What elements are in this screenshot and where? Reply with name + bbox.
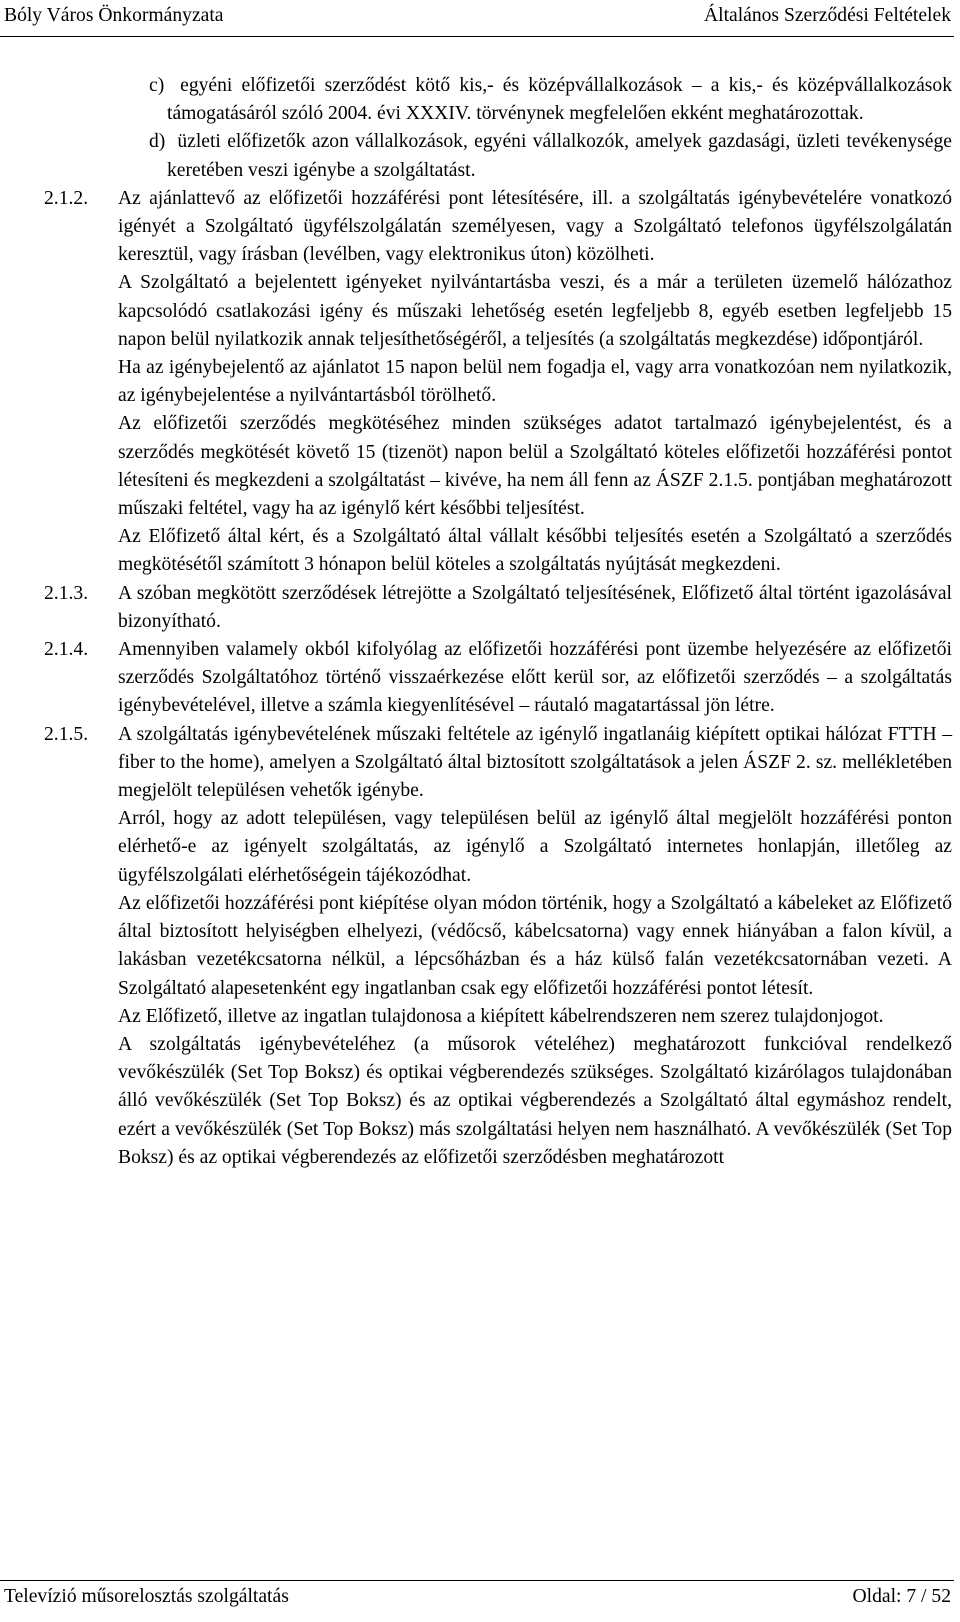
footer-rule <box>0 1580 954 1581</box>
list-text-c: egyéni előfizetői szerződést kötő kis,- és középvállalkozások – a kis,- és középvállalkozások támogatásáról szóló 2004. évi XXXIV. törvénynek megfelelően ekként meghatározottak. <box>167 75 952 125</box>
paragraph-1: A Szolgáltató a bejelentett igényeket nyilvántartásba veszi, és a már a területen üzemelő hálózathoz kapcsolódó csatlakozási igény és műszaki lehetőség esetén legfeljebb 8, egyéb esetben legfeljebb 15 napon belül nyilatkozik annak teljesíthetőségéről, a teljesítés (a szolgáltatás megkezdése) időpontjáról. <box>118 272 952 350</box>
section-2-1-5 <box>0 721 960 806</box>
section-2-1-4 <box>0 636 960 721</box>
document-body <box>0 72 960 1172</box>
paragraph-8: A szolgáltatás igénybevételéhez (a műsorok vételéhez) meghatározott funkcióval rendelkező vevőkészülék (Set Top Boksz) és optikai végberendezés szükséges. Szolgáltató kizárólagos tulajdonában álló vevőkészülék (Set Top Boksz) és az optikai végberendezés a Szolgáltató által egymáshoz rendelt, ezért a vevőkészülék (Set Top Boksz) más szolgáltatási helyen nem használható. A vevőkészülék (Set Top Boksz) és az optikai végberendezés az előfizetői szerződésben meghatározott <box>118 1033 952 1168</box>
footer-page-number: Oldal: 7 / 52 <box>852 1586 951 1607</box>
paragraph-6: Az előfizetői hozzáférési pont kiépítése olyan módon történik, hogy a Szolgáltató a kábeleket az Előfizető által biztosított helyiségben elhelyezi, (védőcső, kábelcsatorna) vagy ennek hiányában a falon kívül, a lakásban vezetékcsatorna nélkül, a lépcsőházban és a ház külső falán vezetékcsatornában vezeti. A Szolgáltató alapesetenként egy ingatlanban csak egy előfizetői hozzáférési pontot létesít. <box>118 892 952 999</box>
section-number-2-1-2: 2.1.2. <box>44 187 89 209</box>
paragraph-2: Ha az igénybejelentő az ajánlatot 15 napon belül nem fogadja el, vagy arra vonatkozóan nem nyilatkozik, az igénybejelentése a nyilvántartásból törölhető. <box>118 357 952 407</box>
header-organization: Bóly Város Önkormányzata <box>4 5 224 26</box>
section-text-2-1-4: Amennyiben valamely okból kifolyólag az előfizetői hozzáférési pont üzembe helyezésére az előfizetői szerződés Szolgáltatóhoz történő visszaérkezése előtt kerül sor, az előfizetői szerződés – a szolgáltatás igénybevételével, illetve a számla kiegyenlítésével – ráutaló magatartással jön létre. <box>118 639 952 717</box>
section-text-2-1-3: A szóban megkötött szerződések létrejötte a Szolgáltató teljesítésének, Előfizető által történt igazolásával bizonyítható. <box>118 582 952 632</box>
section-2-1-2 <box>0 185 960 270</box>
header-document-title: Általános Szerződési Feltételek <box>703 5 951 26</box>
list-label-c: c) <box>149 75 165 96</box>
paragraph-3: Az előfizetői szerződés megkötéséhez minden szükséges adatot tartalmazó igénybejelentést, és a szerződés megkötését követő 15 (tizenöt) napon belül a Szolgáltató köteles előfizetői hozzáférési pontot létesíteni és megkezdeni a szolgáltatást – kivéve, ha nem áll fenn az ÁSZF 2.1.5. pontjában meghatározott műszaki feltétel, vagy ha az igénylő kért későbbi teljesítést. <box>118 413 952 520</box>
list-label-d: d) <box>149 131 166 153</box>
list-item-d <box>0 128 960 184</box>
section-2-1-3 <box>0 580 960 636</box>
section-number-2-1-3: 2.1.3. <box>44 582 89 604</box>
section-number-2-1-5: 2.1.5. <box>44 723 89 745</box>
section-text-2-1-5: A szolgáltatás igénybevételének műszaki feltétele az igénylő ingatlanáig kiépített optikai hálózat FTTH – fiber to the home), amelyen a Szolgáltató által biztosított szolgáltatások a jelen ÁSZF 2. sz. mellékletében megjelölt településen vehetők igénybe. <box>118 723 952 802</box>
paragraph-4: Az Előfizető által kért, és a Szolgáltató által vállalt későbbi teljesítés esetén a Szolgáltató a szerződés megkötésétől számított 3 hónapon belül köteles a szolgáltatás nyújtását megkezdeni. <box>118 526 952 576</box>
paragraph-7: Az Előfizető, illetve az ingatlan tulajdonosa a kiépített kábelrendszeren nem szerez tulajdonjogot. <box>118 1005 884 1027</box>
section-number-2-1-4: 2.1.4. <box>44 639 89 661</box>
footer-service-name: Televízió műsorelosztás szolgáltatás <box>4 1586 289 1607</box>
header-rule <box>0 36 954 37</box>
page-header <box>0 0 960 42</box>
list-item-c <box>0 72 960 128</box>
page-footer <box>0 1580 960 1620</box>
list-text-d: üzleti előfizetők azon vállalkozások, egyéni vállalkozók, amelyek gazdasági, üzleti tevékenysége keretében veszi igénybe a szolgáltatást. <box>167 131 952 181</box>
section-text-2-1-2: Az ajánlattevő az előfizetői hozzáférési pont létesítésére, ill. a szolgáltatás igénybevételére vonatkozó igényét a Szolgáltató ügyfélszolgálatán személyesen, vagy a Szolgáltató telefonos ügyfélszolgálatán keresztül, vagy írásban (levélben, vagy elektronikus úton) közölheti. <box>118 187 952 266</box>
paragraph-5: Arról, hogy az adott településen, vagy településen belül az igénylő által megjelölt hozzáférési ponton elérhető-e az igényelt szolgáltatás, az igénylő a Szolgáltató internetes honlapján, illetőleg az ügyfélszolgálati elérhetőségein tájékozódhat. <box>118 808 952 886</box>
